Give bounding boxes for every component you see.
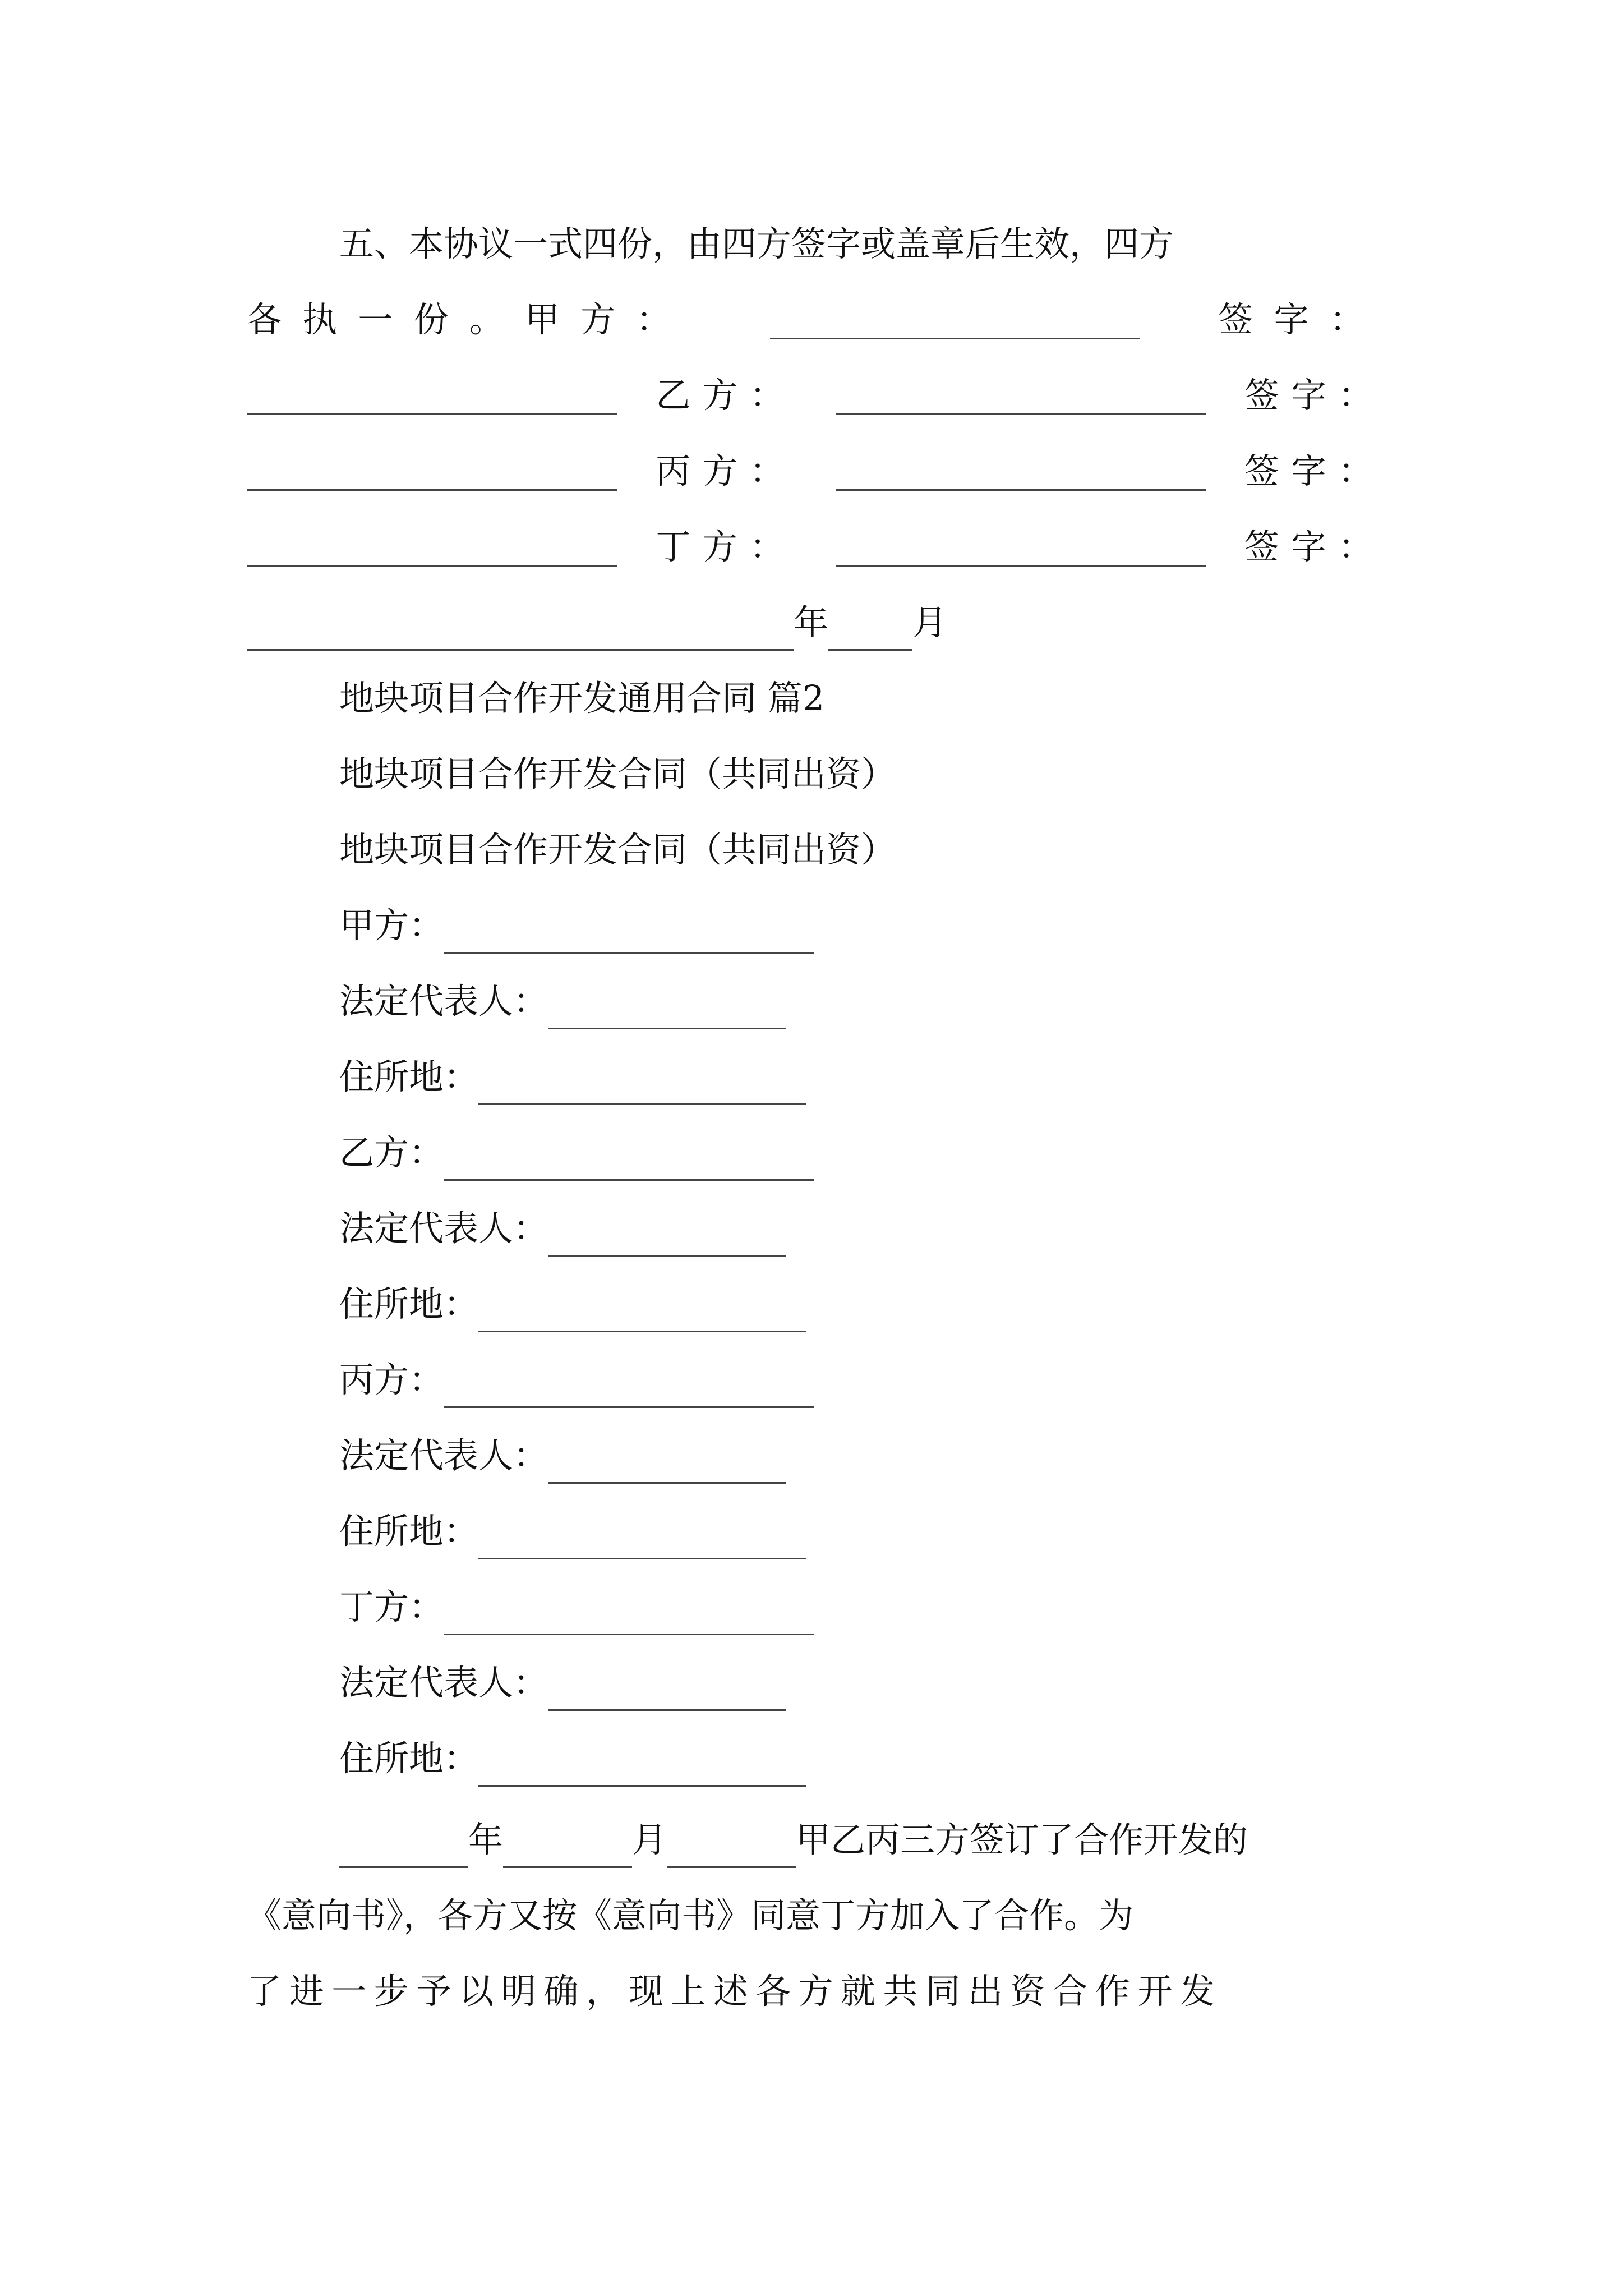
clause-five-line-2 — [247, 292, 1385, 348]
field-label: 住所地： — [339, 1056, 479, 1097]
field-blank — [548, 1445, 786, 1484]
field-party-d-address — [339, 1731, 1385, 1787]
paragraph-line-3 — [247, 1963, 1385, 2019]
day-blank — [667, 1829, 796, 1868]
field-label: 住所地： — [339, 1738, 479, 1779]
section-heading — [339, 670, 1385, 726]
party-b-sign-blank — [247, 452, 617, 491]
field-party-b-address — [339, 1276, 1385, 1332]
field-blank — [478, 1748, 806, 1787]
field-blank — [478, 1521, 806, 1559]
contract-title-1 — [339, 746, 1385, 802]
clause-five-line-1 — [339, 216, 1385, 272]
field-party-d-rep — [339, 1655, 1385, 1711]
party-d-sign-blank — [247, 612, 794, 651]
field-label: 甲方： — [339, 905, 444, 946]
field-label: 法定代表人： — [339, 1208, 548, 1249]
party-d-blank — [836, 528, 1206, 567]
field-party-b-rep — [339, 1200, 1385, 1257]
signature-line-b — [247, 367, 1385, 424]
field-blank — [444, 1369, 814, 1408]
signature-line-d — [247, 519, 1385, 575]
date-line — [247, 595, 1385, 651]
field-blank — [548, 1218, 786, 1257]
field-label: 法定代表人： — [339, 1662, 548, 1703]
para-year-label: 年 — [468, 1819, 504, 1860]
clause-five-text: 五、本协议一式四份，由四方签字或盖章后生效，四方 — [339, 223, 1174, 264]
field-blank — [548, 1672, 786, 1711]
field-party-c-address — [339, 1503, 1385, 1559]
paragraph-line-2 — [247, 1888, 1385, 1944]
party-a-blank — [770, 301, 1140, 339]
party-c-label: 丙方： — [656, 450, 797, 491]
field-label: 丙方： — [339, 1359, 444, 1400]
para-line-2-text: 《意向书》，各方又按《意向书》同意丁方加入了合作。为 — [247, 1895, 1134, 1936]
year-label: 年 — [794, 602, 829, 643]
para-line-3-text: 了进一步予以明确，现上述各方就共同出资合作开发 — [247, 1971, 1223, 2012]
month-blank — [503, 1829, 632, 1868]
party-c-blank — [836, 452, 1206, 491]
contract-title-2 — [339, 822, 1385, 878]
section-heading-text: 地块项目合作开发通用合同 篇2 — [339, 678, 825, 719]
field-party-c — [339, 1352, 1385, 1408]
field-blank — [478, 1066, 806, 1105]
field-party-d — [339, 1579, 1385, 1635]
field-label: 住所地： — [339, 1511, 479, 1552]
party-a-sign-blank — [247, 376, 617, 415]
field-blank — [548, 991, 786, 1029]
field-label: 住所地： — [339, 1283, 479, 1324]
party-d-label: 丁方： — [656, 526, 797, 567]
field-label: 丁方： — [339, 1586, 444, 1627]
party-a-label: 各执一份。甲方： — [247, 299, 692, 340]
field-label: 法定代表人： — [339, 981, 548, 1022]
field-party-b — [339, 1125, 1385, 1181]
field-label: 乙方： — [339, 1132, 444, 1173]
para-month-label: 月 — [632, 1819, 667, 1860]
party-b-sign-label: 签字： — [1244, 375, 1385, 416]
para-line-1-tail: 甲乙丙三方签订了合作开发的 — [796, 1819, 1248, 1860]
field-party-c-rep — [339, 1428, 1385, 1484]
month-blank — [828, 612, 912, 651]
field-blank — [444, 1596, 814, 1635]
field-label: 法定代表人： — [339, 1435, 548, 1476]
field-blank — [444, 1142, 814, 1181]
year-blank — [339, 1829, 468, 1868]
party-b-blank — [836, 376, 1206, 415]
paragraph-line-1 — [339, 1812, 1385, 1868]
contract-title-2-text: 地块项目合作开发合同（共同出资） — [339, 829, 896, 870]
party-a-sign-label: 签字： — [1218, 299, 1385, 340]
signature-line-c — [247, 443, 1385, 499]
field-party-a — [339, 898, 1385, 954]
party-c-sign-label: 签字： — [1244, 450, 1385, 491]
party-b-label: 乙方： — [656, 375, 797, 416]
contract-title-1-text: 地块项目合作开发合同（共同出资） — [339, 753, 896, 794]
field-blank — [444, 915, 814, 954]
party-c-sign-blank — [247, 528, 617, 567]
field-blank — [478, 1294, 806, 1332]
field-party-a-rep — [339, 973, 1385, 1029]
field-party-a-address — [339, 1049, 1385, 1105]
party-d-sign-label: 签字： — [1244, 526, 1385, 567]
month-label: 月 — [912, 602, 948, 643]
